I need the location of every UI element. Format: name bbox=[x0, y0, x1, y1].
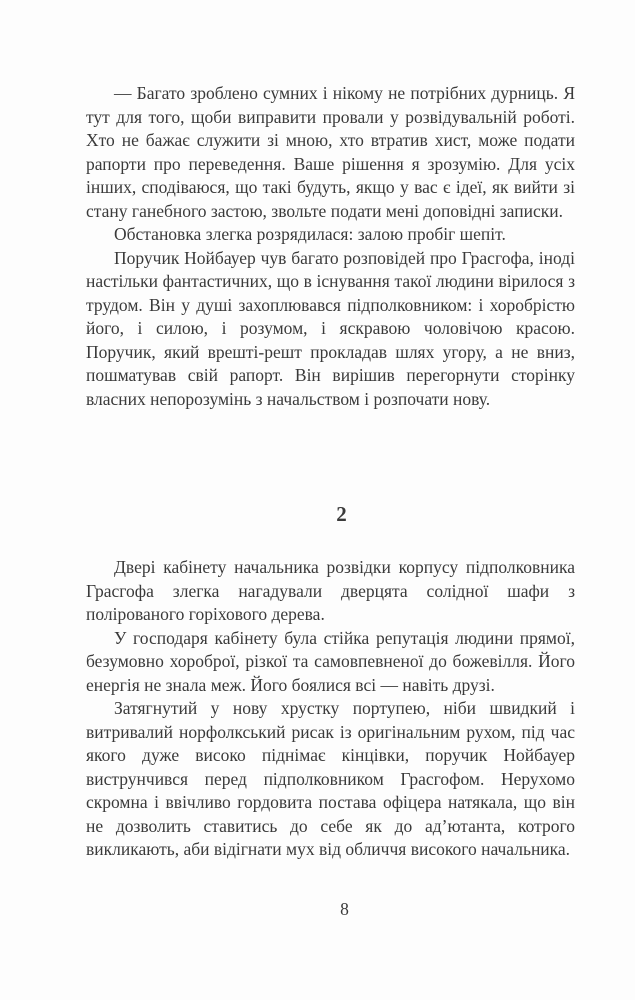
paragraph: Обстановка злегка розрядилася: залою пробіг шепіт. bbox=[114, 224, 506, 244]
page-number: 8 bbox=[340, 899, 349, 919]
paragraph: Поручик Нойбауер чув багато розповідей про Грасгофа, іноді настільки фантастичних, що в існування такої людини вірилося з трудом. Він у душі захоплювався підполковником: і хоробрістю його, і силою, і розумом, і яскравою чоловічою красою. Поручик, який врешті-решт прокладав шлях угору, а не вниз, пошматував свій рапорт. Він вирішив перегорнути сторінку власних непорозумінь з начальством і розпочати нову. bbox=[86, 247, 575, 409]
text-section-opening bbox=[86, 82, 575, 411]
paragraph: Затягнутий у нову хрустку портупею, ніби швидкий і витривалий норфолкський рисак із оригінальним рухом, під час якого дуже високо піднімає кінцівки, поручик Нойбауер виструнчився перед підполковником Грасгофом. Нерухомо скромна і ввічливо гордовита постава офіцера натякала, що він не дозволить ставитись до себе як до ад’ютанта, котрого викликають, аби відігнати мух від обличчя високого начальника. bbox=[86, 698, 575, 859]
paragraph: У господаря кабінету була стійка репутація людини прямої, безумовно хороброї, різкої та самовпевненої до божевілля. Його енергія не знала меж. Його боялися всі — навіть друзі. bbox=[86, 627, 575, 695]
paragraph: Двері кабінету начальника розвідки корпусу підполковника Грасгофа злегка нагадували дверцята солідної шафи з полірованого горіхового дерева. bbox=[86, 557, 575, 624]
text-section-chapter-body bbox=[86, 556, 575, 862]
chapter-heading: 2 bbox=[336, 502, 347, 526]
paragraph: — Багато зроблено сумних і нікому не потрібних дурниць. Я тут для того, щоби виправити провали у розвідувальній роботі. Хто не бажає служити зі мною, хто втратив хист, може подати рапорти про переведення. Ваше рішення я зрозумію. Для усіх інших, сподіваюся, що такі будуть, якщо у вас є ідеї, як вийти зі стану ганебного застою, звольте подати мені доповідні записки. bbox=[86, 83, 575, 221]
